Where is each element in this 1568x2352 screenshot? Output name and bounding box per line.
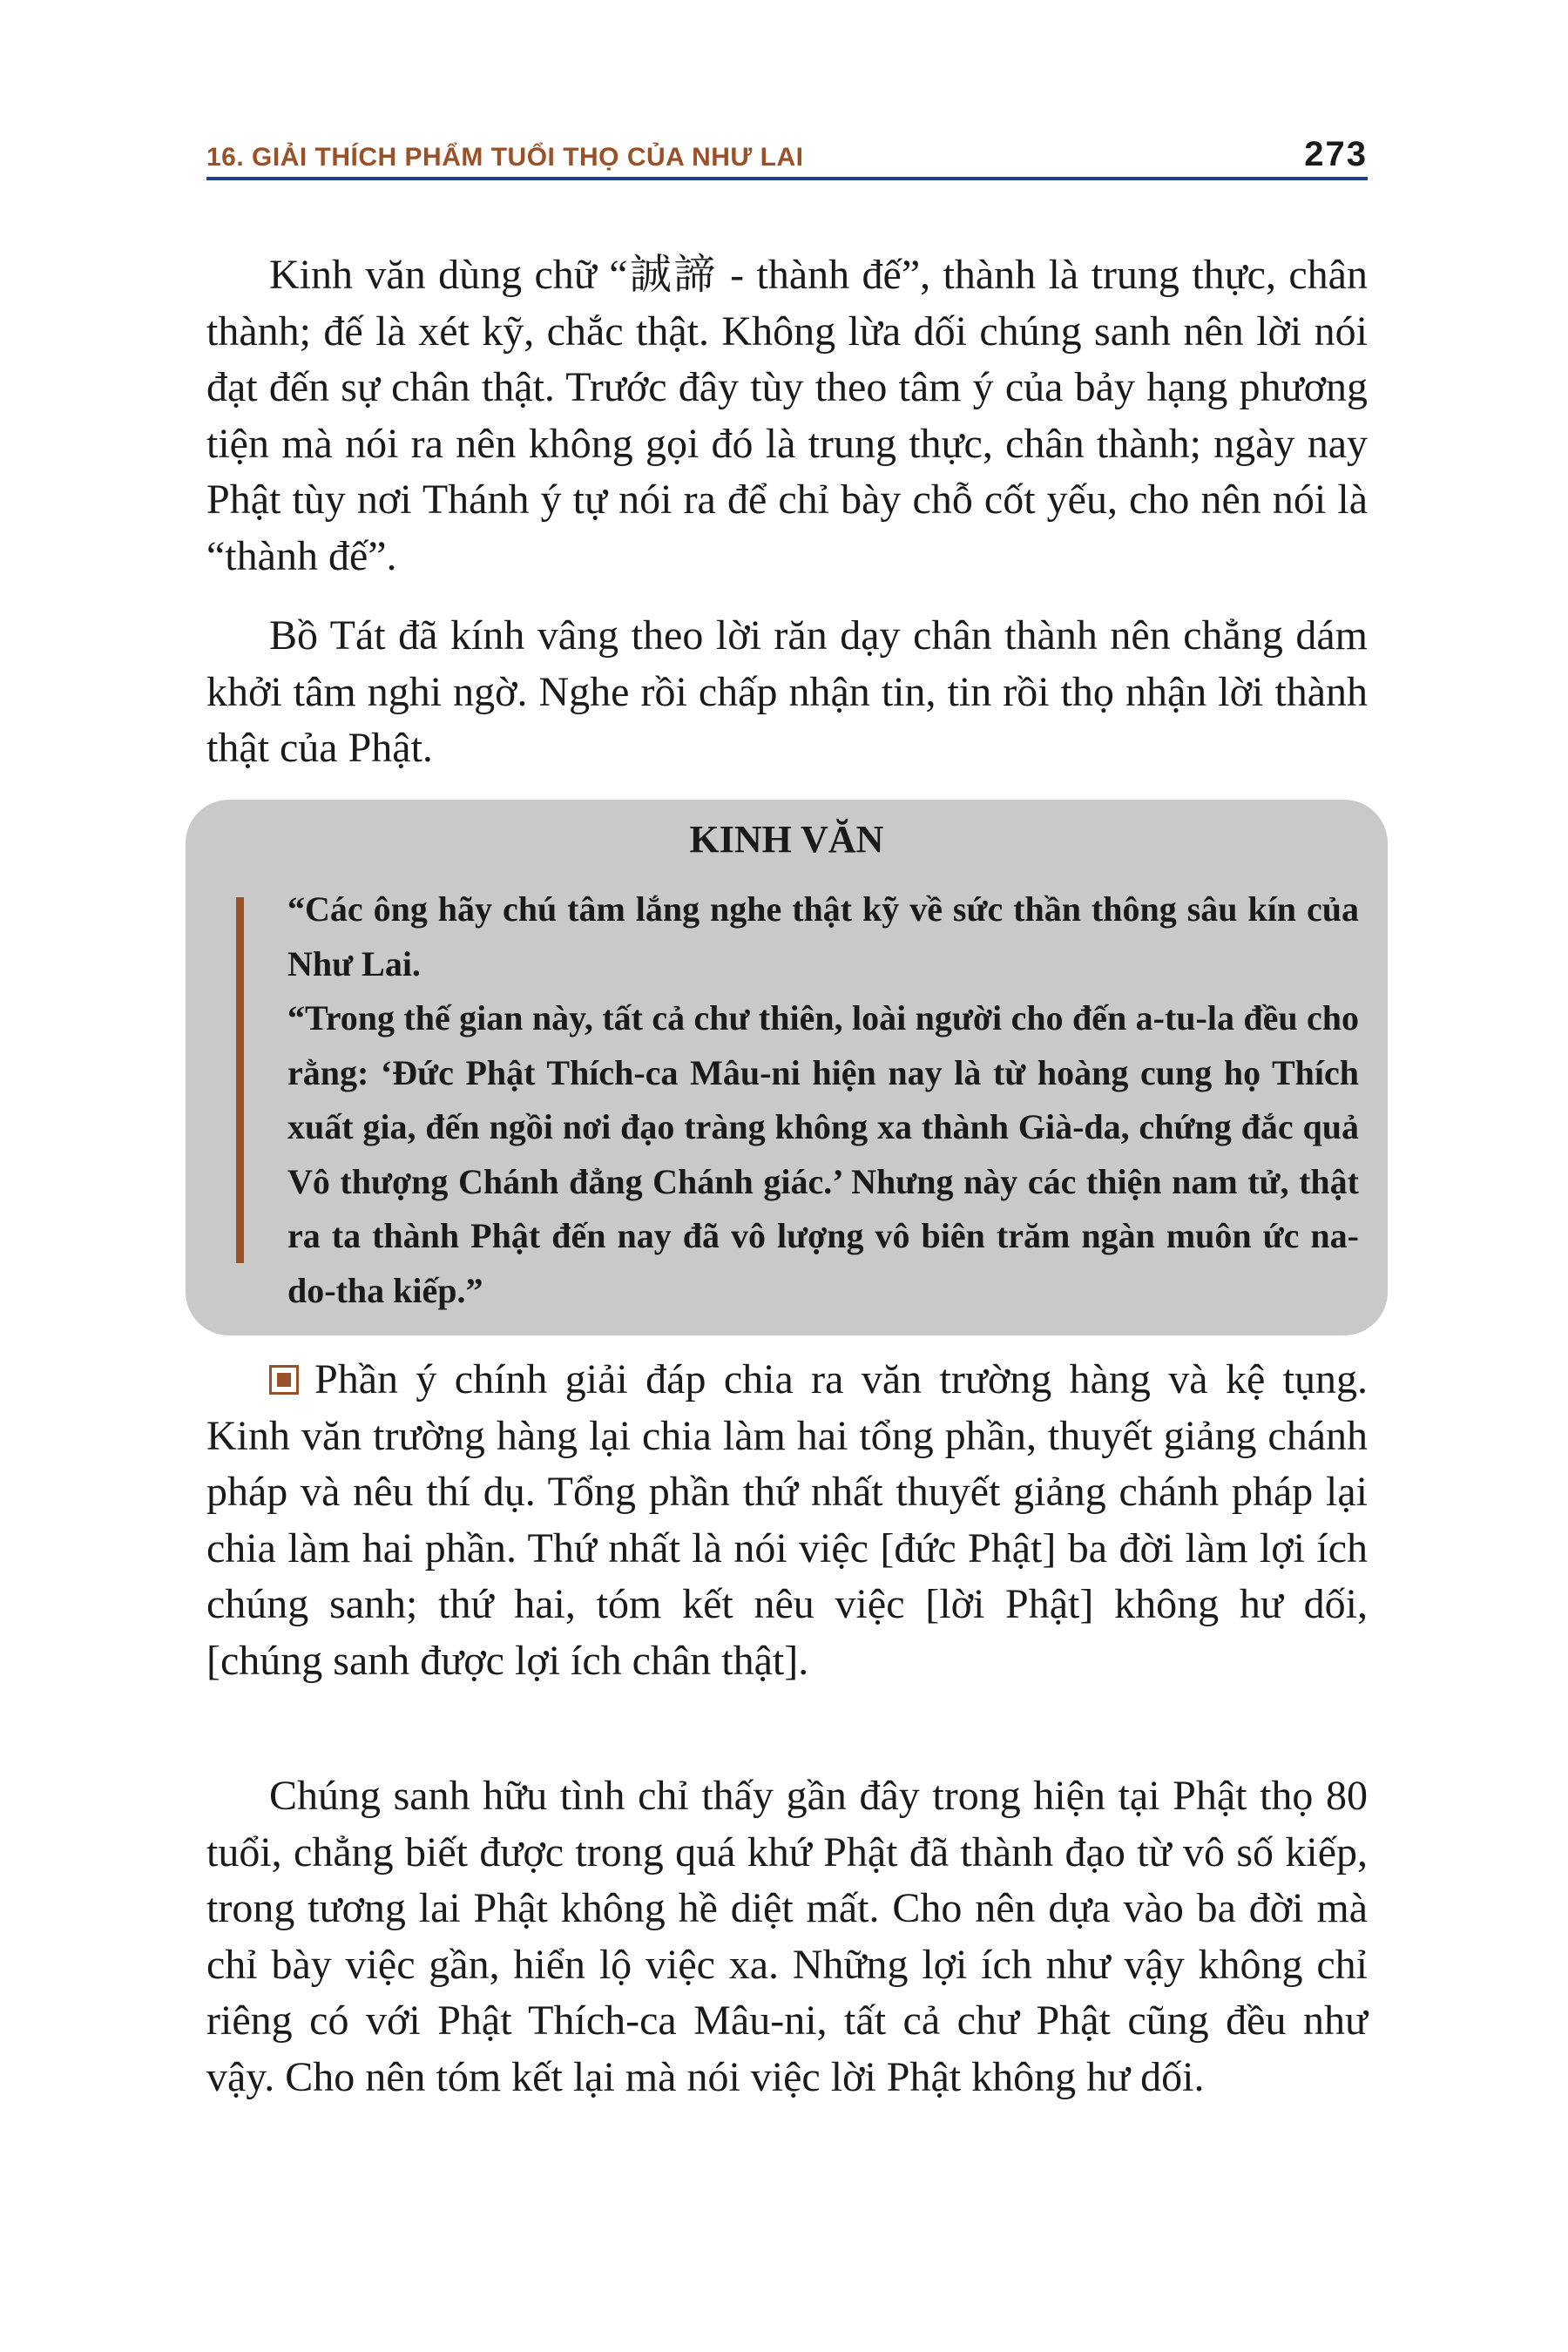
- sutra-quote-text: [287, 882, 1359, 1318]
- body-paragraph-2: Bồ Tát đã kính vâng theo lời răn dạy chân thành nên chẳng dám khởi tâm nghi ngờ. Nghe rồi chấp nhận tin, tin rồi thọ nhận lời thành thật của Phật.: [206, 612, 1368, 771]
- body-paragraph-3: [206, 1352, 1368, 1689]
- sutra-quote-box: [186, 800, 1388, 1335]
- quote-bar: [236, 897, 244, 1263]
- sutra-quote-line-2: “Trong thế gian này, tất cả chư thiên, loài người cho đến a-tu-la đều cho rằng: ‘Đức Phật Thích-ca Mâu-ni hiện nay là từ hoàng cung họ Thích xuất gia, đến ngồi nơi đạo tràng không xa thành Già-da, chứng đắc quả Vô thượng Chánh đẳng Chánh giác.’ Nhưng này các thiện nam tử, thật ra ta thành Phật đến nay đã vô lượng vô biên trăm ngàn muôn ức na-do-tha kiếp.”: [287, 998, 1359, 1310]
- body-paragraph-3-text: Phần ý chính giải đáp chia ra văn trường hàng và kệ tụng. Kinh văn trường hàng lại chia làm hai tổng phần, thuyết giảng chánh pháp và nêu thí dụ. Tổng phần thứ nhất thuyết giảng chánh pháp lại chia làm hai phần. Thứ nhất là nói việc [đức Phật] ba đời làm lợi ích chúng sanh; thứ hai, tóm kết nêu việc [lời Phật] không hư dối, [chúng sanh được lợi ích chân thật].: [206, 1356, 1368, 1684]
- header-rule: [206, 177, 1368, 180]
- sutra-quote-line-1: “Các ông hãy chú tâm lắng nghe thật kỹ về sức thần thông sâu kín của Như Lai.: [287, 889, 1359, 983]
- running-header: [206, 120, 1368, 181]
- chapter-title: 16. GIẢI THÍCH PHẨM TUỔI THỌ CỦA NHƯ LAI: [206, 143, 804, 172]
- sutra-box-title: KINH VĂN: [689, 818, 884, 861]
- body-paragraph-1: Kinh văn dùng chữ “誠諦 - thành đế”, thành là trung thực, chân thành; đế là xét kỹ, chắc thật. Không lừa dối chúng sanh nên lời nói đạt đến sự chân thật. Trước đây tùy theo tâm ý của bảy hạng phương tiện mà nói ra nên không gọi đó là trung thực, chân thành; ngày nay Phật tùy nơi Thánh ý tự nói ra để chỉ bày chỗ cốt yếu, cho nên nói là “thành đế”.: [206, 252, 1368, 579]
- page-number: 273: [1304, 135, 1368, 173]
- square-bullet-icon: [269, 1365, 299, 1395]
- body-paragraph-4: Chúng sanh hữu tình chỉ thấy gần đây trong hiện tại Phật thọ 80 tuổi, chẳng biết được trong quá khứ Phật đã thành đạo từ vô số kiếp, trong tương lai Phật không hề diệt mất. Cho nên dựa vào ba đời mà chỉ bày việc gần, hiển lộ việc xa. Những lợi ích như vậy không chỉ riêng có với Phật Thích-ca Mâu-ni, tất cả chư Phật cũng đều như vậy. Cho nên tóm kết lại mà nói việc lời Phật không hư dối.: [206, 1773, 1368, 2100]
